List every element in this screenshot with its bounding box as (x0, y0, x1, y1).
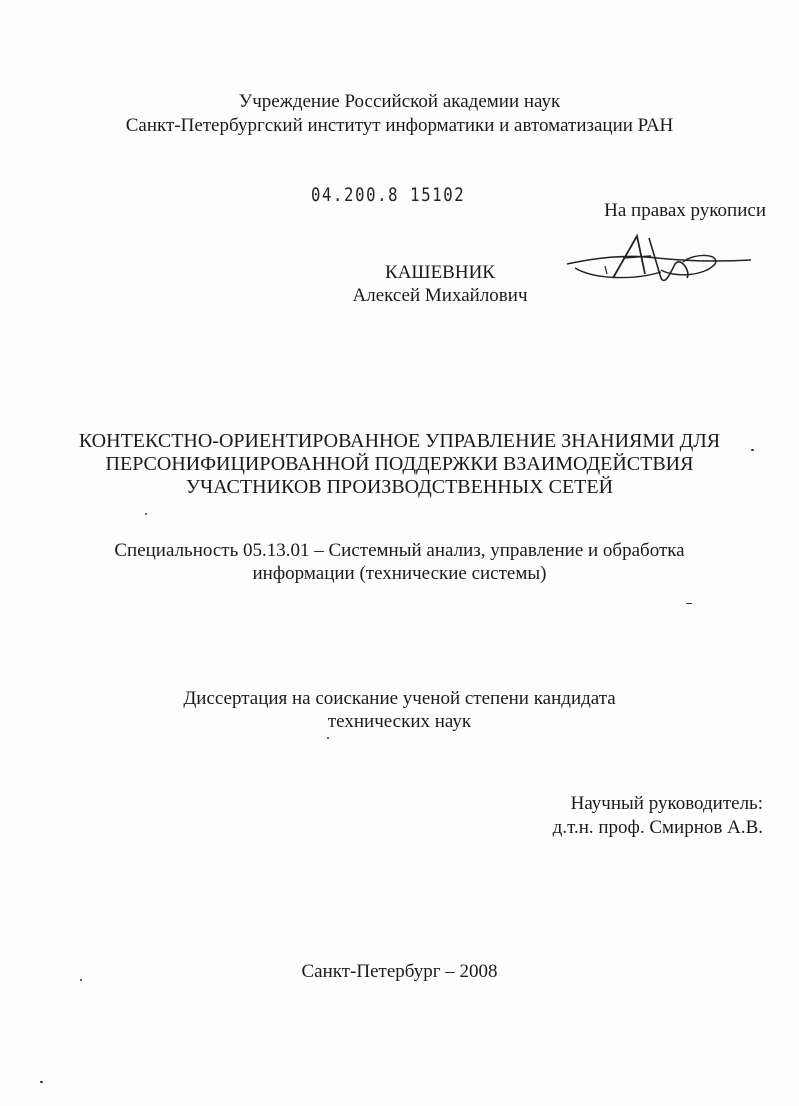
scan-speck (751, 449, 754, 451)
specialty-line-1: Специальность 05.13.01 – Системный анализ, управление и обработка (114, 540, 685, 561)
manuscript-note: На правах рукописи (604, 200, 766, 221)
scan-speck (145, 513, 147, 515)
city-year: Санкт-Петербург – 2008 (301, 961, 498, 982)
scan-speck (80, 979, 82, 981)
degree-line-1: Диссертация на соискание ученой степени кандидата (183, 688, 616, 709)
title-line-3: УЧАСТНИКОВ ПРОИЗВОДСТВЕННЫХ СЕТЕЙ (185, 476, 614, 498)
title-line-2: ПЕРСОНИФИЦИРОВАННОЙ ПОДДЕРЖКИ ВЗАИМОДЕЙСТВИЯ (105, 453, 694, 475)
supervisor-name: д.т.н. проф. Смирнов А.В. (552, 817, 763, 838)
scan-speck (686, 603, 692, 604)
author-surname: КАШЕВНИК (385, 262, 495, 283)
degree-line-2: технических наук (327, 711, 472, 732)
scan-speck (40, 1081, 43, 1083)
institution-line-1: Учреждение Российской академии наук (238, 91, 561, 112)
scan-speck (327, 737, 329, 739)
title-line-1: КОНТЕКСТНО-ОРИЕНТИРОВАННОЕ УПРАВЛЕНИЕ ЗНАНИЯМИ ДЛЯ (78, 430, 721, 452)
specialty-line-2: информации (технические системы) (252, 563, 547, 584)
institution-line-2: Санкт-Петербургский институт информатики и автоматизации РАН (125, 115, 674, 136)
author-given-names: Алексей Михайлович (352, 285, 528, 306)
registry-stamp: 04.200.8 15102 (311, 184, 466, 206)
supervisor-label: Научный руководитель: (570, 793, 763, 814)
